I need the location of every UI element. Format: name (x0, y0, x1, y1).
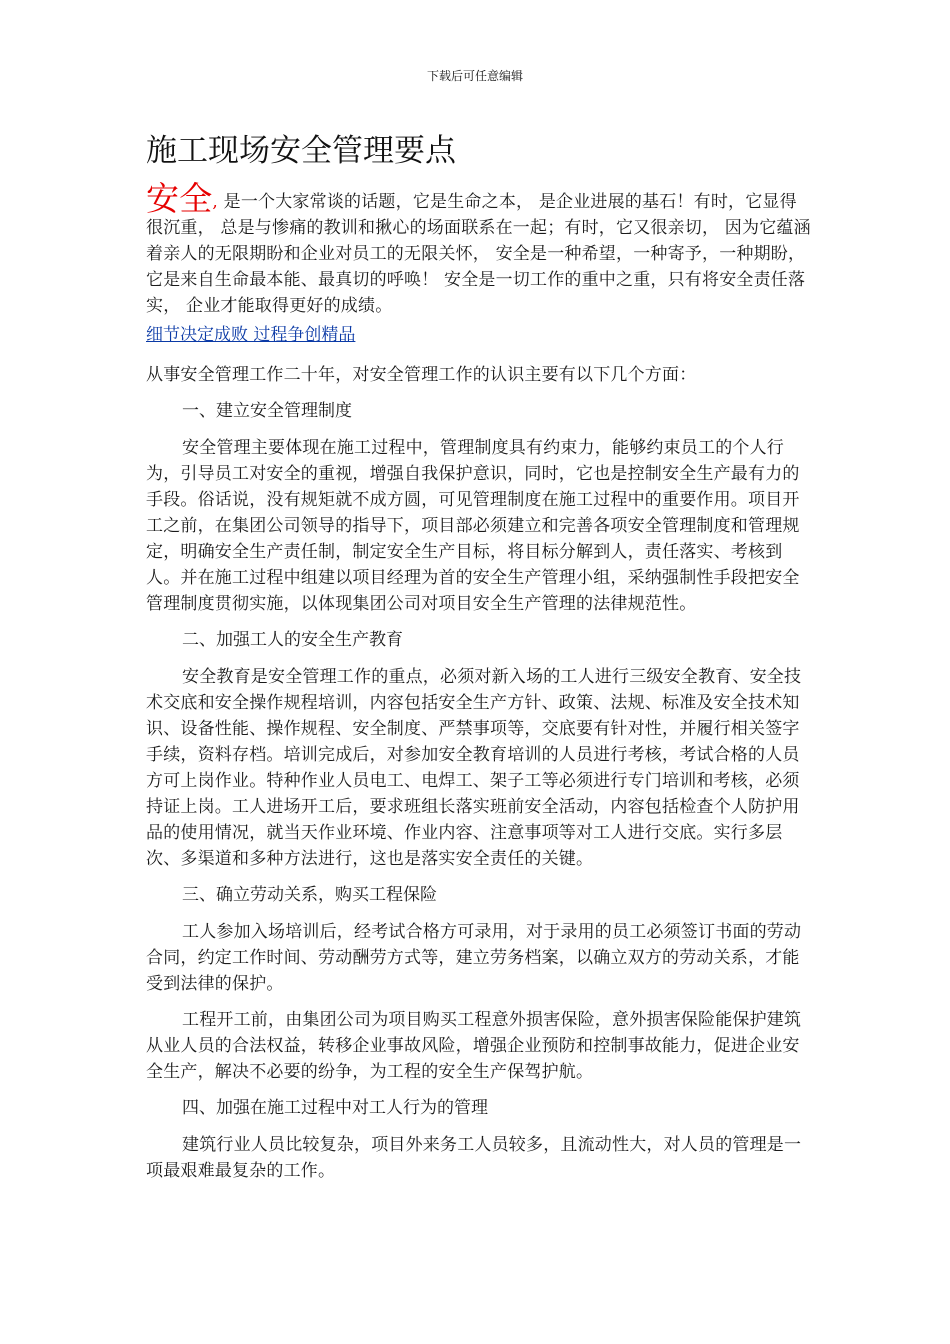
header-note: 下载后可任意编辑 (426, 69, 523, 83)
intro-highlight-word: 安全 (146, 179, 213, 218)
section-paragraph: 安全管理主要体现在施工过程中，管理制度具有约束力，能够约束员工的个人行为，引导员工对安全的重视，增强自我保护意识，同时，它也是控制安全生产最有力的手段。俗话说，没有规矩就不成方圆，可见管理制度在施工过程中的重要作用。项目开工之前，在集团公司领导的指导下，项目部必须建立和完善各项安全管理制度和管理规定，明确安全生产责任制，制定安全生产目标，将目标分解到人，责任落实、考核到人。并在施工过程中组建以项目经理为首的安全生产管理小组，采纳强制性手段把安全管理制度贯彻实施，以体现集团公司对项目安全生产管理的法律规范性。 (146, 438, 800, 614)
intro-highlight-comma: , (212, 192, 219, 212)
section-heading: 二、加强工人的安全生产教育 (182, 630, 403, 650)
document-body (146, 128, 814, 1194)
intro-paragraph (146, 179, 814, 319)
section-paragraph: 工人参加入场培训后，经考试合格方可录用，对于录用的员工必须签订书面的劳动合同，约定工作时间、劳动酬劳方式等，建立劳务档案，以确立双方的劳动关系，才能受到法律的保护。 (146, 922, 802, 994)
slogan-link[interactable]: 细节决定成败 过程争创精品 (146, 325, 356, 345)
document-title: 施工现场安全管理要点 (146, 133, 456, 169)
section-heading: 一、建立安全管理制度 (182, 401, 352, 421)
section-paragraph: 工程开工前，由集团公司为项目购买工程意外损害保险，意外损害保险能保护建筑从业人员的合法权益，转移企业事故风险，增强企业预防和控制事故能力，促进企业安全生产，解决不必要的纷争，为工程的安全生产保驾护航。 (146, 1010, 802, 1082)
section-paragraph: 建筑行业人员比较复杂，项目外来务工人员较多，且流动性大，对人员的管理是一项最艰难最复杂的工作。 (146, 1135, 802, 1181)
section-paragraph: 安全教育是安全管理工作的重点，必须对新入场的工人进行三级安全教育、安全技术交底和安全操作规程培训，内容包括安全生产方针、政策、法规、标准及安全技术知识、设备性能、操作规程、安全制度、严禁事项等，交底要有针对性，并履行相关签字手续，资料存档。培训完成后，对参加安全教育培训的人员进行考核，考试合格的人员方可上岗作业。特种作业人员电工、电焊工、架子工等必须进行专门培训和考核，必须持证上岗。工人进场开工后，要求班组长落实班前安全活动，内容包括检查个人防护用品的使用情况，就当天作业环境、作业内容、注意事项等对工人进行交底。实行多层次、多渠道和多种方法进行，这也是落实安全责任的关键。 (146, 667, 802, 869)
section-heading: 三、确立劳动关系，购买工程保险 (182, 885, 437, 905)
lead-paragraph: 从事安全管理工作二十年，对安全管理工作的认识主要有以下几个方面： (146, 365, 697, 385)
intro-text: 是一个大家常谈的话题，它是生命之本， 是企业进展的基石！有时，它显得很沉重， 总是与惨痛的教训和揪心的场面联系在一起；有时，它又很亲切， 因为它蕴涵着亲人的无限期盼和企业对员工的无限关怀， 安全是一种希望，一种寄予，一种期盼，它是来自生命最本能、最真切的呼唤！ 安全是一切工作的重中之重，只有将安全责任落实， 企业才能取得更好的成绩。 (146, 192, 811, 316)
section-heading: 四、加强在施工过程中对工人行为的管理 (182, 1098, 488, 1118)
